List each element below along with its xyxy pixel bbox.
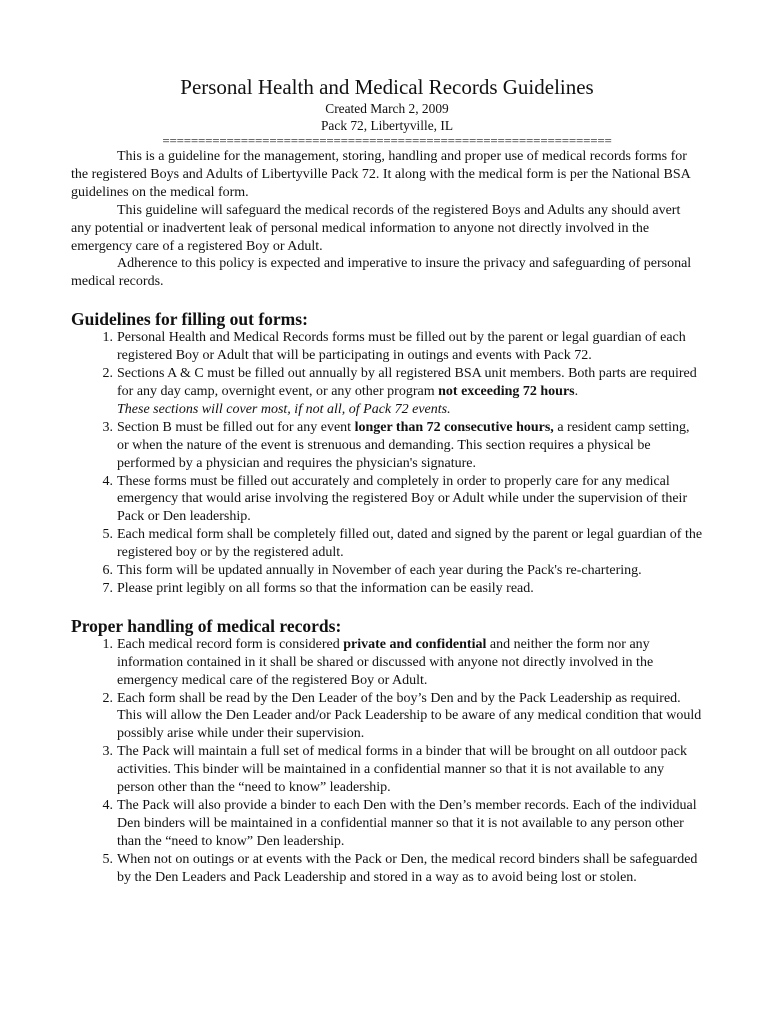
list-item <box>102 851 703 887</box>
item-number: 2. <box>102 690 113 706</box>
item-number: 1. <box>102 330 113 346</box>
item-number: 4. <box>102 798 113 813</box>
list-item <box>102 690 703 744</box>
item-number: 5. <box>102 851 113 867</box>
item-text-bold: private and confidential <box>343 636 487 652</box>
intro-paragraph-1: This is a guideline for the management, storing, handling and proper use of medical records forms for the registered Boys and Adults of Libertyville Pack 72. It along with the medical form is per the National BSA guidelines on the medical form. <box>71 149 690 200</box>
item-text: Please print legibly on all forms so that the information can be easily read. <box>117 580 534 596</box>
list-item <box>102 473 703 527</box>
item-number: 4. <box>102 473 113 489</box>
list-item <box>102 419 703 473</box>
item-number: 1. <box>102 636 113 652</box>
item-text-tail: a resident camp setting, or when the nature of the event is strenuous and demanding. This section requires a physical be performed by a physician and requires the physician's signature. <box>117 419 690 471</box>
item-note-italic: These sections will cover most, if not all, of Pack 72 events. <box>117 401 451 417</box>
item-number: 7. <box>102 580 113 596</box>
item-number: 6. <box>102 563 113 579</box>
list-item <box>102 365 703 419</box>
item-text: Personal Health and Medical Records forms must be filled out by the parent or legal guardian of each registered Boy or Adult that will be participating in outings and events with Pack 72. <box>117 330 686 364</box>
item-text: Each form shall be read by the Den Leader of the boy’s Den and by the Pack Leadership as required. This will allow the Den Leader and/or Pack Leadership to be aware of any medical condition that would possibly arise while under their supervision. <box>117 690 702 742</box>
list-item <box>102 329 703 365</box>
item-number: 2. <box>102 366 113 382</box>
document-page <box>71 74 703 887</box>
pack-location: Pack 72, Libertyville, IL <box>320 118 453 133</box>
created-date: Created March 2, 2009 <box>325 101 449 116</box>
intro-paragraph-3: Adherence to this policy is expected and imperative to insure the privacy and safeguarding of personal medical records. <box>71 256 692 290</box>
item-text: Each medical form shall be completely filled out, dated and signed by the parent or legal guardian of the registered boy or by the registered adult. <box>117 527 703 561</box>
item-number: 3. <box>102 419 113 435</box>
item-text-bold: longer than 72 consecutive hours, <box>354 419 554 435</box>
item-number: 5. <box>102 527 113 543</box>
item-text: The Pack will maintain a full set of medical forms in a binder that will be brought on all outdoor pack activities. This binder will be maintained in a confidential manner so that it is not available to any person other than the “need to know” leadership. <box>117 744 687 796</box>
forms-section-heading: Guidelines for filling out forms: <box>71 309 308 330</box>
list-item <box>102 797 703 851</box>
item-text: Sections A & C must be filled out annually by all registered BSA unit members. Both parts are required for any day camp, overnight event, or any other program <box>117 366 697 399</box>
item-text: When not on outings or at events with the Pack or Den, the medical record binders shall be safeguarded by the Den Leaders and Pack Leadership and stored in a way as to avoid being lost or stolen. <box>117 851 698 885</box>
list-item <box>102 526 703 562</box>
forms-guidelines-list <box>71 329 703 598</box>
item-text: These forms must be filled out accurately and completely in order to properly care for any medical emergency that would arise involving the registered Boy or Adult while under the supervision of their Pack or Den leadership. <box>117 473 688 525</box>
item-text: The Pack will also provide a binder to each Den with the Den’s member records. Each of the individual Den binders will be maintained in a confidential manner so that it is not available to any person other than the “need to know” Den leadership. <box>117 798 697 849</box>
list-item <box>102 743 703 797</box>
document-title: Personal Health and Medical Records Guidelines <box>180 75 594 99</box>
item-text: Each medical record form is considered <box>117 636 344 652</box>
handling-section-heading: Proper handling of medical records: <box>71 615 342 636</box>
item-text-tail: and neither the form nor any information contained in it shall be shared or discussed with anyone not directly involved in the emergency medical care of the registered Boy or Adult. <box>117 636 654 688</box>
item-text: This form will be updated annually in November of each year during the Pack's re-chartering. <box>117 563 642 579</box>
separator-line: =============================================================== <box>162 134 612 147</box>
intro-paragraph-2: This guideline will safeguard the medical records of the registered Boys and Adults any should avert any potential or inadvertent leak of personal medical information to anyone not directly involved in the emergency care of a registered Boy or Adult. <box>71 202 681 254</box>
item-text-tail: . <box>574 383 579 399</box>
item-number: 3. <box>102 744 113 760</box>
list-item <box>102 636 703 690</box>
item-text: Section B must be filled out for any event <box>117 419 355 435</box>
list-item <box>102 562 703 580</box>
handling-rules-list <box>71 636 703 887</box>
list-item <box>102 580 703 598</box>
item-text-bold: not exceeding 72 hours <box>438 383 575 399</box>
